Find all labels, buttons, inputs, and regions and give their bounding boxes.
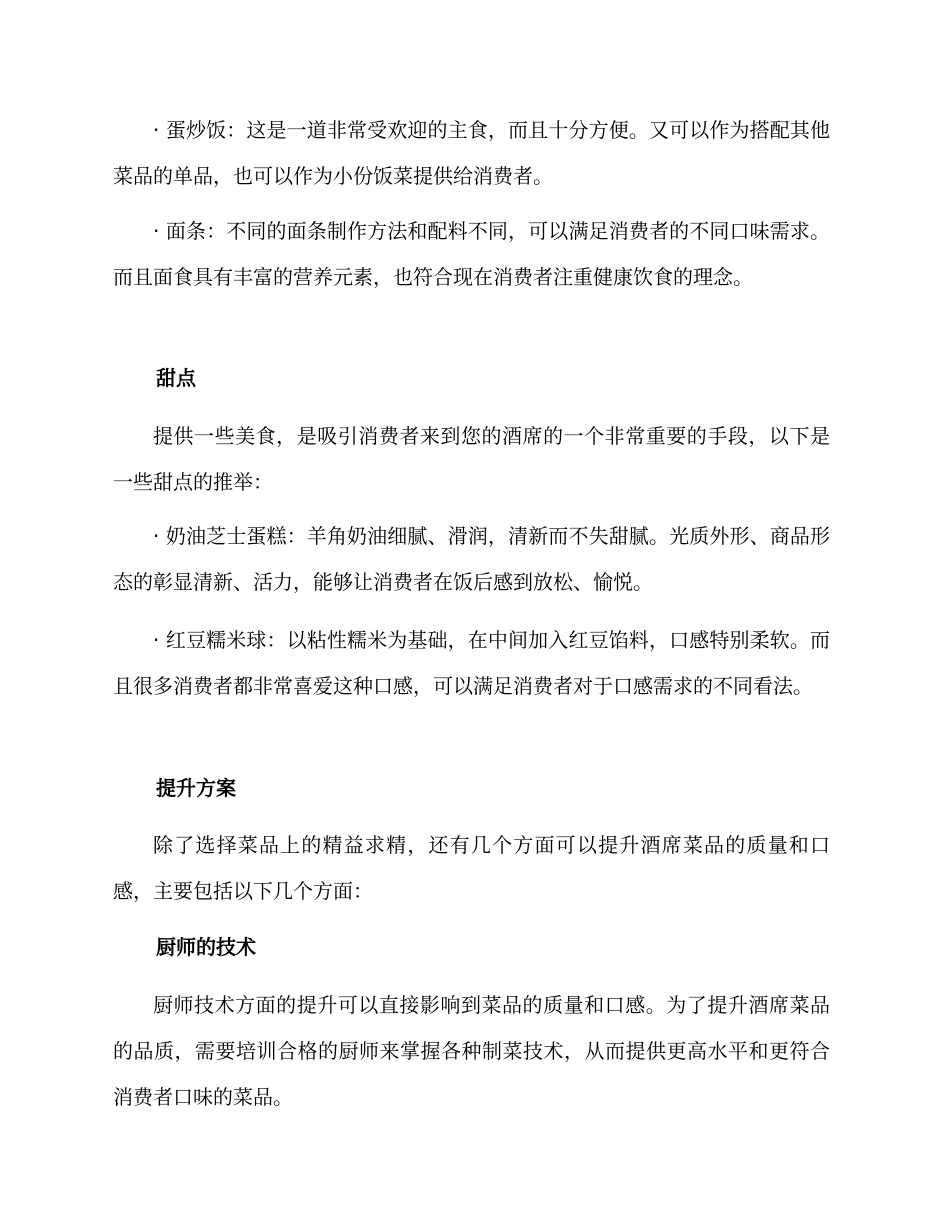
paragraph-red-bean-balls: · 红豆糯米球：以粘性糯米为基础，在中间加入红豆馅料，口感特别柔软。而且很多消费者都非常喜爱这种口感，可以满足消费者对于口感需求的不同看法。 [113, 628, 830, 698]
paragraph-dessert-intro: 提供一些美食，是吸引消费者来到您的酒席的一个非常重要的手段，以下是一些甜点的推举： [113, 424, 830, 494]
paragraph-chef-skill: 厨师技术方面的提升可以直接影响到菜品的质量和口感。为了提升酒席菜品的品质，需要培训合格的厨师来掌握各种制菜技术，从而提供更高水平和更符合消费者口味的菜品。 [113, 993, 830, 1109]
paragraph-egg-fried-rice: · 蛋炒饭：这是一道非常受欢迎的主食，而且十分方便。又可以作为搭配其他菜品的单品，也可以作为小份饭菜提供给消费者。 [113, 118, 830, 188]
paragraph-improvement-intro: 除了选择菜品上的精益求精，还有几个方面可以提升酒席菜品的质量和口感，主要包括以下几个方面： [113, 833, 830, 903]
paragraph-noodles: · 面条：不同的面条制作方法和配料不同，可以满足消费者的不同口味需求。而且面食具有丰富的营养元素，也符合现在消费者注重健康饮食的理念。 [113, 219, 830, 289]
heading-dessert: 甜点 [156, 366, 196, 390]
heading-chef-skill: 厨师的技术 [156, 935, 256, 959]
heading-improvement-plan: 提升方案 [156, 776, 236, 800]
paragraph-cream-cheese-cake: · 奶油芝士蛋糕：羊角奶油细腻、滑润，清新而不失甜腻。光质外形、商品形态的彰显清新、活力，能够让消费者在饭后感到放松、愉悦。 [113, 524, 830, 594]
